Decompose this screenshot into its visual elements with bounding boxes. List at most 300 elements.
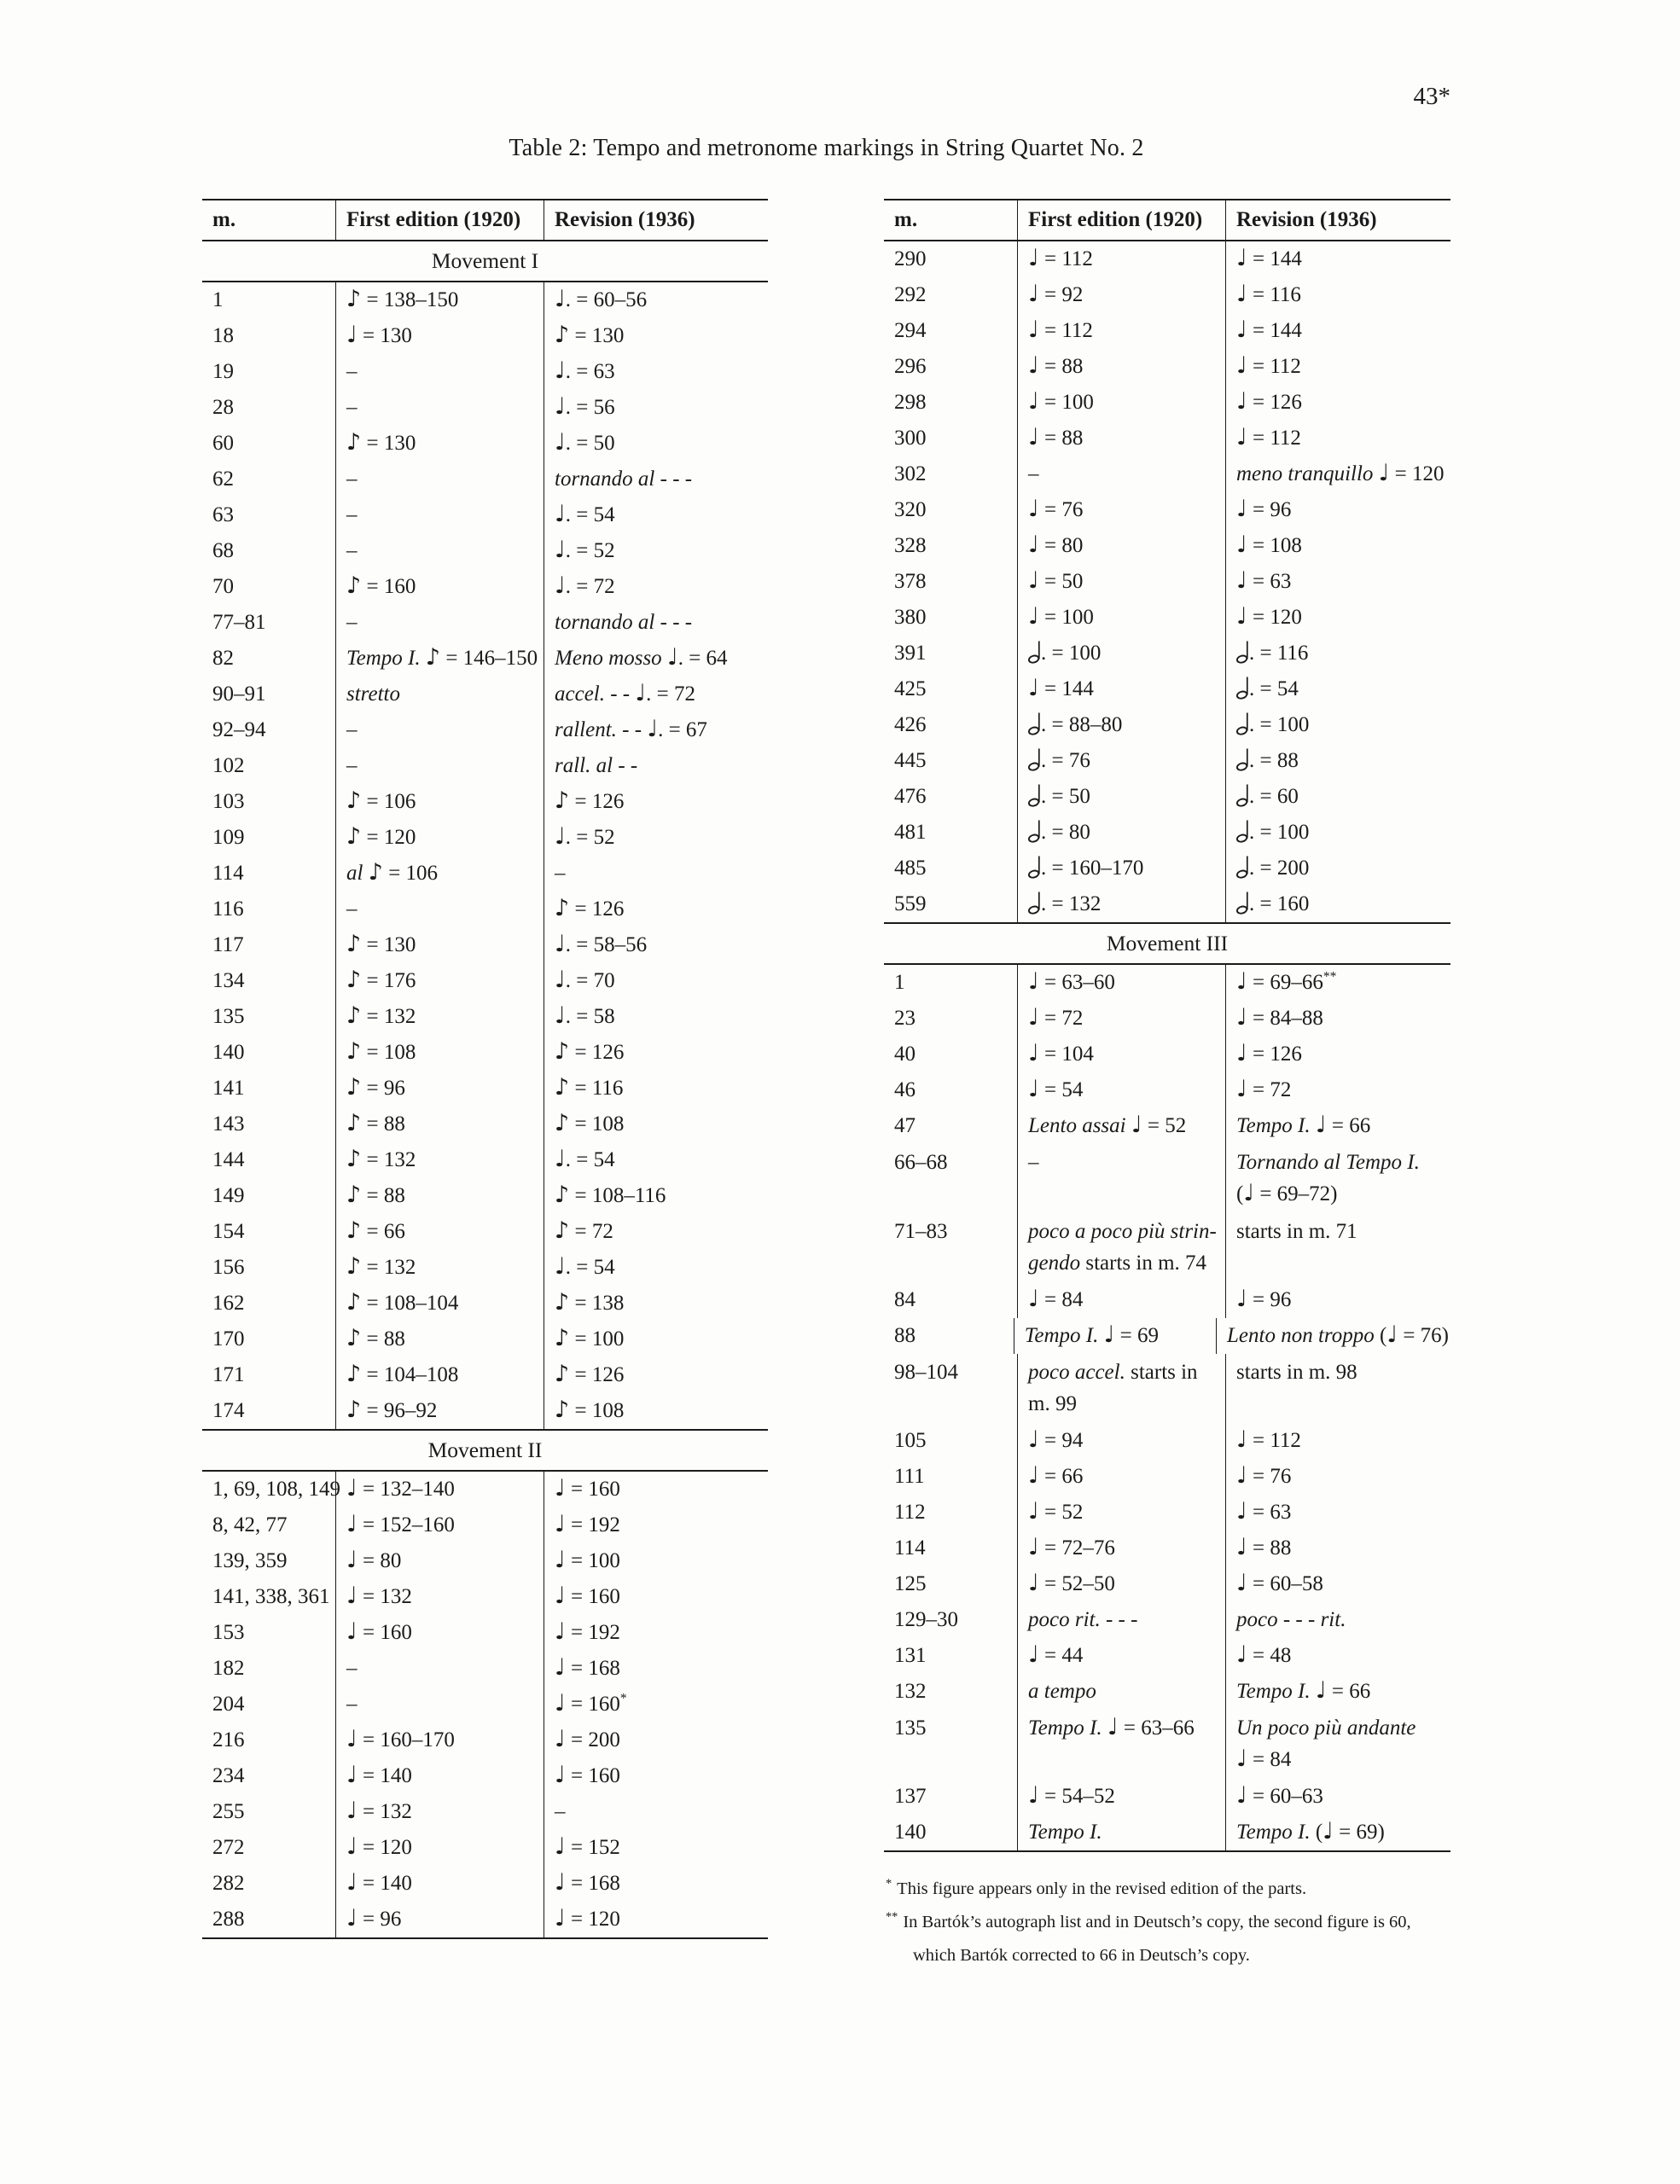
- quarter-note-icon: ♩: [555, 537, 566, 563]
- first-edition-cell: ♩ = 160: [335, 1615, 544, 1651]
- quarter-note-icon: ♩: [555, 393, 566, 420]
- measure-cell: 296: [894, 355, 927, 378]
- table-row: [884, 564, 1450, 600]
- quarter-note-icon: ♩: [555, 1618, 566, 1645]
- first-edition-cell: ♪ = 132: [335, 1250, 544, 1286]
- table-row: [202, 354, 768, 390]
- measure-cell: 302: [894, 462, 927, 485]
- table-row: [202, 1472, 768, 1507]
- revision-cell: ♩. = 58: [544, 999, 768, 1035]
- movement-label: Movement I: [431, 248, 539, 273]
- first-edition-cell: –: [335, 712, 544, 748]
- table-row: [202, 892, 768, 927]
- measure-cell: 143: [212, 1112, 245, 1136]
- measure-cell: 70: [212, 575, 234, 598]
- quarter-note-icon: ♩: [1236, 1498, 1247, 1525]
- measure-cell: 255: [212, 1800, 245, 1823]
- measure-cell: 116: [212, 897, 244, 921]
- revision-cell: ♪ = 126: [544, 1035, 768, 1071]
- first-edition-cell: ♩ = 96: [335, 1902, 544, 1937]
- half-note-icon: [1236, 818, 1249, 845]
- measure-cell: 182: [212, 1657, 245, 1680]
- table-row: [884, 1815, 1450, 1850]
- first-edition-cell: –: [335, 1651, 544, 1687]
- measure-cell: 476: [894, 785, 927, 808]
- footnote: [886, 1873, 1450, 1906]
- measure-cell: 114: [212, 862, 244, 885]
- first-edition-cell: –: [335, 497, 544, 533]
- half-note-icon: [1028, 711, 1041, 737]
- revision-cell: Tempo I. ♩ = 66: [1225, 1108, 1450, 1144]
- first-edition-cell: ♩ = 140: [335, 1866, 544, 1902]
- table-row: [202, 748, 768, 784]
- revision-cell: . = 116: [1225, 636, 1450, 671]
- measure-cell: 62: [212, 468, 234, 491]
- quarter-note-icon: ♩: [1103, 1321, 1115, 1348]
- revision-cell: starts in m. 71: [1225, 1213, 1450, 1282]
- measure-cell: 137: [894, 1785, 927, 1808]
- quarter-note-icon: ♩: [346, 1726, 358, 1752]
- measure-cell: 162: [212, 1292, 245, 1315]
- revision-cell: ♩ = 112: [1225, 1423, 1450, 1459]
- table-row: [884, 1423, 1450, 1459]
- column-header-revision: Revision (1936): [544, 200, 768, 240]
- quarter-note-icon: ♩: [1386, 1321, 1398, 1348]
- first-edition-cell: Tempo I. ♪ = 146–150: [335, 641, 544, 677]
- eighth-note-icon: ♪: [555, 1038, 570, 1065]
- measure-cell: 174: [212, 1399, 245, 1422]
- table-row: [202, 1722, 768, 1758]
- table-row: [884, 636, 1450, 671]
- revision-cell: tornando al - - -: [544, 605, 768, 641]
- first-edition-cell: ♩ = 132–140: [335, 1472, 544, 1507]
- revision-cell: ♩. = 54: [544, 497, 768, 533]
- first-edition-cell: ♪ = 108: [335, 1035, 544, 1071]
- revision-cell: ♪ = 72: [544, 1214, 768, 1250]
- table-title: Table 2: Tempo and metronome markings in String Quartet No. 2: [509, 135, 1144, 161]
- first-edition-cell: ♩ = 76: [1017, 492, 1225, 528]
- table-row: [884, 707, 1450, 743]
- first-edition-cell: ♩ = 152–160: [335, 1507, 544, 1543]
- table-row: [884, 1602, 1450, 1638]
- eighth-note-icon: ♪: [346, 1002, 362, 1029]
- eighth-note-icon: ♪: [368, 859, 383, 886]
- quarter-note-icon: ♩: [555, 967, 566, 993]
- first-edition-cell: –: [335, 892, 544, 927]
- table-row: [202, 1579, 768, 1615]
- revision-cell: ♩ = 160: [544, 1579, 768, 1615]
- quarter-note-icon: ♩: [1028, 1570, 1039, 1596]
- revision-cell: ♩. = 52: [544, 533, 768, 569]
- revision-cell: ♩ = 120: [1225, 600, 1450, 636]
- measure-cell: 171: [212, 1363, 245, 1386]
- first-edition-cell: –: [335, 748, 544, 784]
- revision-cell: ♩ = 116: [1225, 277, 1450, 313]
- revision-cell: –: [544, 856, 768, 892]
- first-edition-cell: ♪ = 130: [335, 426, 544, 462]
- table-row: [884, 851, 1450, 886]
- tempo-table-right: [884, 199, 1450, 1852]
- table-header-row: [202, 200, 768, 241]
- table-row: [202, 1615, 768, 1651]
- table-row: [202, 1393, 768, 1429]
- revision-cell: . = 100: [1225, 707, 1450, 743]
- revision-cell: poco - - - rit.: [1225, 1602, 1450, 1638]
- eighth-note-icon: ♪: [555, 1110, 570, 1136]
- movement-section-row: [884, 922, 1450, 965]
- quarter-note-icon: ♩: [555, 1146, 566, 1172]
- quarter-note-icon: ♩: [555, 501, 566, 527]
- eighth-note-icon: ♪: [555, 787, 570, 814]
- revision-cell: ♩ = 160*: [544, 1687, 768, 1722]
- table-row: [202, 1321, 768, 1357]
- measure-cell: 117: [212, 933, 244, 956]
- first-edition-cell: ♪ = 176: [335, 963, 544, 999]
- quarter-note-icon: ♩: [1028, 603, 1039, 630]
- first-edition-cell: Tempo I.: [1017, 1815, 1225, 1850]
- revision-cell: ♩ = 108: [1225, 528, 1450, 564]
- table-row: [202, 784, 768, 820]
- first-edition-cell: ♪ = 160: [335, 569, 544, 605]
- revision-cell: ♩ = 160: [544, 1472, 768, 1507]
- quarter-note-icon: ♩: [1236, 1004, 1247, 1031]
- half-note-icon: [1236, 854, 1249, 880]
- measure-cell: 23: [894, 1007, 916, 1030]
- quarter-note-icon: ♩: [1028, 388, 1039, 415]
- quarter-note-icon: ♩: [1028, 1782, 1039, 1809]
- measure-cell: 144: [212, 1148, 245, 1171]
- revision-cell: ♩. = 63: [544, 354, 768, 390]
- quarter-note-icon: ♩: [555, 1690, 566, 1716]
- quarter-note-icon: ♩: [1028, 1004, 1039, 1031]
- quarter-note-icon: ♩: [1028, 317, 1039, 343]
- quarter-note-icon: ♩: [1028, 1040, 1039, 1066]
- first-edition-cell: ♩ = 54: [1017, 1072, 1225, 1108]
- table-row: [202, 1178, 768, 1214]
- revision-cell: Tornando al Tempo I. (♩ = 69–72): [1225, 1144, 1450, 1213]
- table-row: [202, 1902, 768, 1937]
- revision-cell: Un poco più andante ♩ = 84: [1225, 1710, 1450, 1779]
- quarter-note-icon: ♩: [346, 1762, 358, 1788]
- quarter-note-icon: ♩: [555, 823, 566, 850]
- table-row: [202, 1687, 768, 1722]
- quarter-note-icon: ♩: [1028, 1462, 1039, 1489]
- table-row: [202, 1107, 768, 1142]
- revision-cell: ♪ = 126: [544, 784, 768, 820]
- revision-cell: ♩. = 50: [544, 426, 768, 462]
- quarter-note-icon: ♩: [1131, 1112, 1142, 1138]
- eighth-note-icon: ♪: [346, 967, 362, 993]
- revision-cell: ♩. = 56: [544, 390, 768, 426]
- revision-cell: ♩ = 48: [1225, 1638, 1450, 1674]
- footnotes: [884, 1873, 1450, 1972]
- table-row: [884, 815, 1450, 851]
- quarter-note-icon: ♩: [555, 429, 566, 456]
- measure-cell: 98–104: [894, 1361, 958, 1384]
- first-edition-cell: ♩ = 120: [335, 1830, 544, 1866]
- table-row: [884, 965, 1450, 1001]
- measure-cell: 114: [894, 1536, 926, 1560]
- first-edition-cell: –: [335, 354, 544, 390]
- measure-cell: 272: [212, 1836, 245, 1859]
- table-row: [884, 600, 1450, 636]
- quarter-note-icon: ♩: [346, 1905, 358, 1931]
- table-row: [202, 820, 768, 856]
- eighth-note-icon: ♪: [346, 787, 362, 814]
- first-edition-cell: ♩ = 54–52: [1017, 1779, 1225, 1815]
- table-row: [884, 1213, 1450, 1282]
- table-row: [884, 1037, 1450, 1072]
- table-row: [202, 641, 768, 677]
- measure-cell: 77–81: [212, 611, 266, 634]
- revision-cell: Lento non troppo (♩ = 76): [1216, 1318, 1450, 1354]
- first-edition-cell: ♩ = 132: [335, 1579, 544, 1615]
- first-edition-cell: ♩ = 144: [1017, 671, 1225, 707]
- measure-cell: 426: [894, 713, 927, 736]
- measure-cell: 111: [894, 1465, 925, 1488]
- quarter-note-icon: ♩: [1236, 968, 1247, 995]
- first-edition-cell: ♩ = 130: [335, 318, 544, 354]
- quarter-note-icon: ♩: [346, 1618, 358, 1645]
- table-row: [884, 743, 1450, 779]
- eighth-note-icon: ♪: [555, 322, 570, 348]
- quarter-note-icon: ♩: [1236, 496, 1247, 522]
- measure-cell: 102: [212, 754, 245, 777]
- first-edition-cell: ♪ = 96–92: [335, 1393, 544, 1429]
- revision-cell: ♩ = 144: [1225, 241, 1450, 277]
- footnote-text: This figure appears only in the revised edition of the parts.: [897, 1879, 1307, 1898]
- revision-cell: ♩ = 192: [544, 1615, 768, 1651]
- quarter-note-icon: ♩: [346, 1547, 358, 1573]
- half-note-icon: [1236, 711, 1249, 737]
- revision-cell: starts in m. 98: [1225, 1354, 1450, 1423]
- measure-cell: 84: [894, 1288, 916, 1311]
- revision-cell: . = 100: [1225, 815, 1450, 851]
- first-edition-cell: . = 160–170: [1017, 851, 1225, 886]
- first-edition-cell: ♪ = 108–104: [335, 1286, 544, 1321]
- measure-cell: 139, 359: [212, 1549, 288, 1572]
- measure-cell: 71–83: [894, 1220, 948, 1243]
- revision-cell: Tempo I. (♩ = 69): [1225, 1815, 1450, 1850]
- half-note-icon: [1236, 890, 1249, 916]
- quarter-note-icon: ♩: [346, 1583, 358, 1609]
- eighth-note-icon: ♪: [346, 931, 362, 957]
- quarter-note-icon: ♩: [1236, 245, 1247, 271]
- table-row: [202, 963, 768, 999]
- half-note-icon: [1028, 854, 1041, 880]
- footnote-marker: **: [886, 1910, 898, 1925]
- first-edition-cell: ♩ = 66: [1017, 1459, 1225, 1495]
- revision-cell: . = 54: [1225, 671, 1450, 707]
- revision-cell: . = 200: [1225, 851, 1450, 886]
- first-edition-cell: –: [1017, 456, 1225, 492]
- quarter-note-icon: ♩: [555, 1905, 566, 1931]
- first-edition-cell: . = 100: [1017, 636, 1225, 671]
- column-header-first-edition: First edition (1920): [335, 200, 544, 240]
- quarter-note-icon: ♩: [1236, 1040, 1247, 1066]
- eighth-note-icon: ♪: [346, 1325, 362, 1351]
- quarter-note-icon: ♩: [1028, 1498, 1039, 1525]
- table-row: [884, 1531, 1450, 1566]
- footnote: [886, 1906, 1450, 1972]
- revision-cell: ♩. = 72: [544, 569, 768, 605]
- revision-cell: ♪ = 130: [544, 318, 768, 354]
- revision-cell: ♪ = 108–116: [544, 1178, 768, 1214]
- table-right-column: [884, 199, 1450, 1972]
- first-edition-cell: . = 50: [1017, 779, 1225, 815]
- measure-cell: 135: [894, 1716, 927, 1740]
- measure-cell: 134: [212, 969, 245, 992]
- quarter-note-icon: ♩: [555, 1002, 566, 1029]
- first-edition-cell: poco a poco più strin- gendo starts in m. 74: [1017, 1213, 1225, 1282]
- revision-cell: ♩ = 72: [1225, 1072, 1450, 1108]
- quarter-note-icon: ♩: [1378, 460, 1390, 486]
- measure-cell: 109: [212, 826, 245, 849]
- measure-cell: 154: [212, 1220, 245, 1243]
- first-edition-cell: ♩ = 112: [1017, 241, 1225, 277]
- quarter-note-icon: ♩: [1028, 1534, 1039, 1560]
- table-row: [202, 533, 768, 569]
- table-row: [202, 1794, 768, 1830]
- table-row: [202, 856, 768, 892]
- table-row: [884, 1282, 1450, 1318]
- table-row: [202, 1250, 768, 1286]
- first-edition-cell: ♩ = 72: [1017, 1001, 1225, 1037]
- quarter-note-icon: ♩: [1236, 1286, 1247, 1312]
- first-edition-cell: ♩ = 80: [1017, 528, 1225, 564]
- quarter-note-icon: ♩: [666, 644, 678, 671]
- half-note-icon: [1028, 746, 1041, 773]
- first-edition-cell: ♩ = 44: [1017, 1638, 1225, 1674]
- table-row: [202, 497, 768, 533]
- measure-cell: 1: [212, 288, 224, 311]
- first-edition-cell: ♪ = 106: [335, 784, 544, 820]
- half-note-icon: [1028, 782, 1041, 809]
- movement-section-row: [202, 241, 768, 282]
- table-row: [884, 385, 1450, 421]
- first-edition-cell: –: [335, 390, 544, 426]
- quarter-note-icon: ♩: [1236, 281, 1247, 307]
- revision-cell: rallent. - - ♩. = 67: [544, 712, 768, 748]
- first-edition-cell: ♪ = 138–150: [335, 282, 544, 318]
- table-row: [202, 1651, 768, 1687]
- table-row: [202, 569, 768, 605]
- revision-cell: meno tranquillo ♩ = 120: [1225, 456, 1450, 492]
- revision-cell: ♩. = 70: [544, 963, 768, 999]
- revision-cell: rall. al - -: [544, 748, 768, 784]
- revision-cell: ♩. = 58–56: [544, 927, 768, 963]
- measure-cell: 112: [894, 1501, 926, 1524]
- measure-cell: 131: [894, 1644, 927, 1667]
- half-note-icon: [1028, 818, 1041, 845]
- table-row: [884, 886, 1450, 922]
- quarter-note-icon: ♩: [555, 1762, 566, 1788]
- measure-cell: 216: [212, 1728, 245, 1751]
- revision-cell: ♩. = 60–56: [544, 282, 768, 318]
- revision-cell: ♩ = 120: [544, 1902, 768, 1937]
- measure-cell: 282: [212, 1872, 245, 1895]
- first-edition-cell: ♪ = 88: [335, 1107, 544, 1142]
- quarter-note-icon: ♩: [555, 1654, 566, 1681]
- first-edition-cell: –: [1017, 1144, 1225, 1213]
- revision-cell: ♩ = 63: [1225, 1495, 1450, 1531]
- eighth-note-icon: ♪: [555, 895, 570, 921]
- first-edition-cell: ♩ = 52–50: [1017, 1566, 1225, 1602]
- quarter-note-icon: ♩: [647, 716, 659, 742]
- measure-cell: 46: [894, 1078, 916, 1101]
- measure-cell: 66–68: [894, 1151, 948, 1174]
- revision-cell: ♩ = 88: [1225, 1531, 1450, 1566]
- first-edition-cell: ♩ = 94: [1017, 1423, 1225, 1459]
- table-row: [202, 1035, 768, 1071]
- quarter-note-icon: ♩: [555, 931, 566, 957]
- quarter-note-icon: ♩: [1028, 245, 1039, 271]
- first-edition-cell: ♪ = 96: [335, 1071, 544, 1107]
- first-edition-cell: ♩ = 160–170: [335, 1722, 544, 1758]
- first-edition-cell: ♪ = 104–108: [335, 1357, 544, 1393]
- table-row: [202, 1357, 768, 1393]
- measure-cell: 88: [894, 1324, 916, 1347]
- tempo-table-left: [202, 199, 768, 1939]
- quarter-note-icon: ♩: [555, 1583, 566, 1609]
- revision-cell: . = 88: [1225, 743, 1450, 779]
- column-header-measure: m.: [894, 208, 918, 231]
- first-edition-cell: ♩ = 132: [335, 1794, 544, 1830]
- table-header-row: [884, 200, 1450, 241]
- footnote-marker: *: [886, 1877, 892, 1891]
- eighth-note-icon: ♪: [555, 1397, 570, 1423]
- measure-cell: 140: [212, 1041, 245, 1064]
- table-body: [884, 241, 1450, 1850]
- table-row: [202, 390, 768, 426]
- first-edition-cell: ♪ = 88: [335, 1321, 544, 1357]
- measure-cell: 153: [212, 1621, 245, 1644]
- measure-cell: 559: [894, 892, 927, 915]
- revision-cell: . = 60: [1225, 779, 1450, 815]
- table-row: [884, 1001, 1450, 1037]
- revision-cell: ♩ = 100: [544, 1543, 768, 1579]
- quarter-note-icon: ♩: [555, 1726, 566, 1752]
- revision-cell: ♩ = 112: [1225, 421, 1450, 456]
- measure-cell: 294: [894, 319, 927, 342]
- quarter-note-icon: ♩: [1236, 531, 1247, 558]
- first-edition-cell: ♪ = 66: [335, 1214, 544, 1250]
- measure-cell: 18: [212, 324, 234, 347]
- table-row: [202, 1866, 768, 1902]
- quarter-note-icon: ♩: [1236, 567, 1247, 594]
- revision-cell: ♩ = 60–63: [1225, 1779, 1450, 1815]
- first-edition-cell: poco rit. - - -: [1017, 1602, 1225, 1638]
- quarter-note-icon: ♩: [555, 572, 566, 599]
- measure-cell: 290: [894, 247, 927, 270]
- measure-cell: 19: [212, 360, 234, 383]
- eighth-note-icon: ♪: [555, 1217, 570, 1244]
- table-row: [202, 1142, 768, 1178]
- first-edition-cell: stretto: [335, 677, 544, 712]
- first-edition-cell: ♩ = 80: [335, 1543, 544, 1579]
- table-row: [884, 1710, 1450, 1779]
- quarter-note-icon: ♩: [346, 1475, 358, 1502]
- table-row: [202, 927, 768, 963]
- quarter-note-icon: ♩: [1236, 1782, 1247, 1809]
- table-row: [202, 1507, 768, 1543]
- table-row: [202, 1830, 768, 1866]
- measure-cell: 234: [212, 1764, 245, 1787]
- measure-cell: 485: [894, 857, 927, 880]
- revision-cell: ♪ = 138: [544, 1286, 768, 1321]
- measure-cell: 1, 69, 108, 149: [212, 1478, 340, 1501]
- measure-cell: 1: [894, 971, 905, 994]
